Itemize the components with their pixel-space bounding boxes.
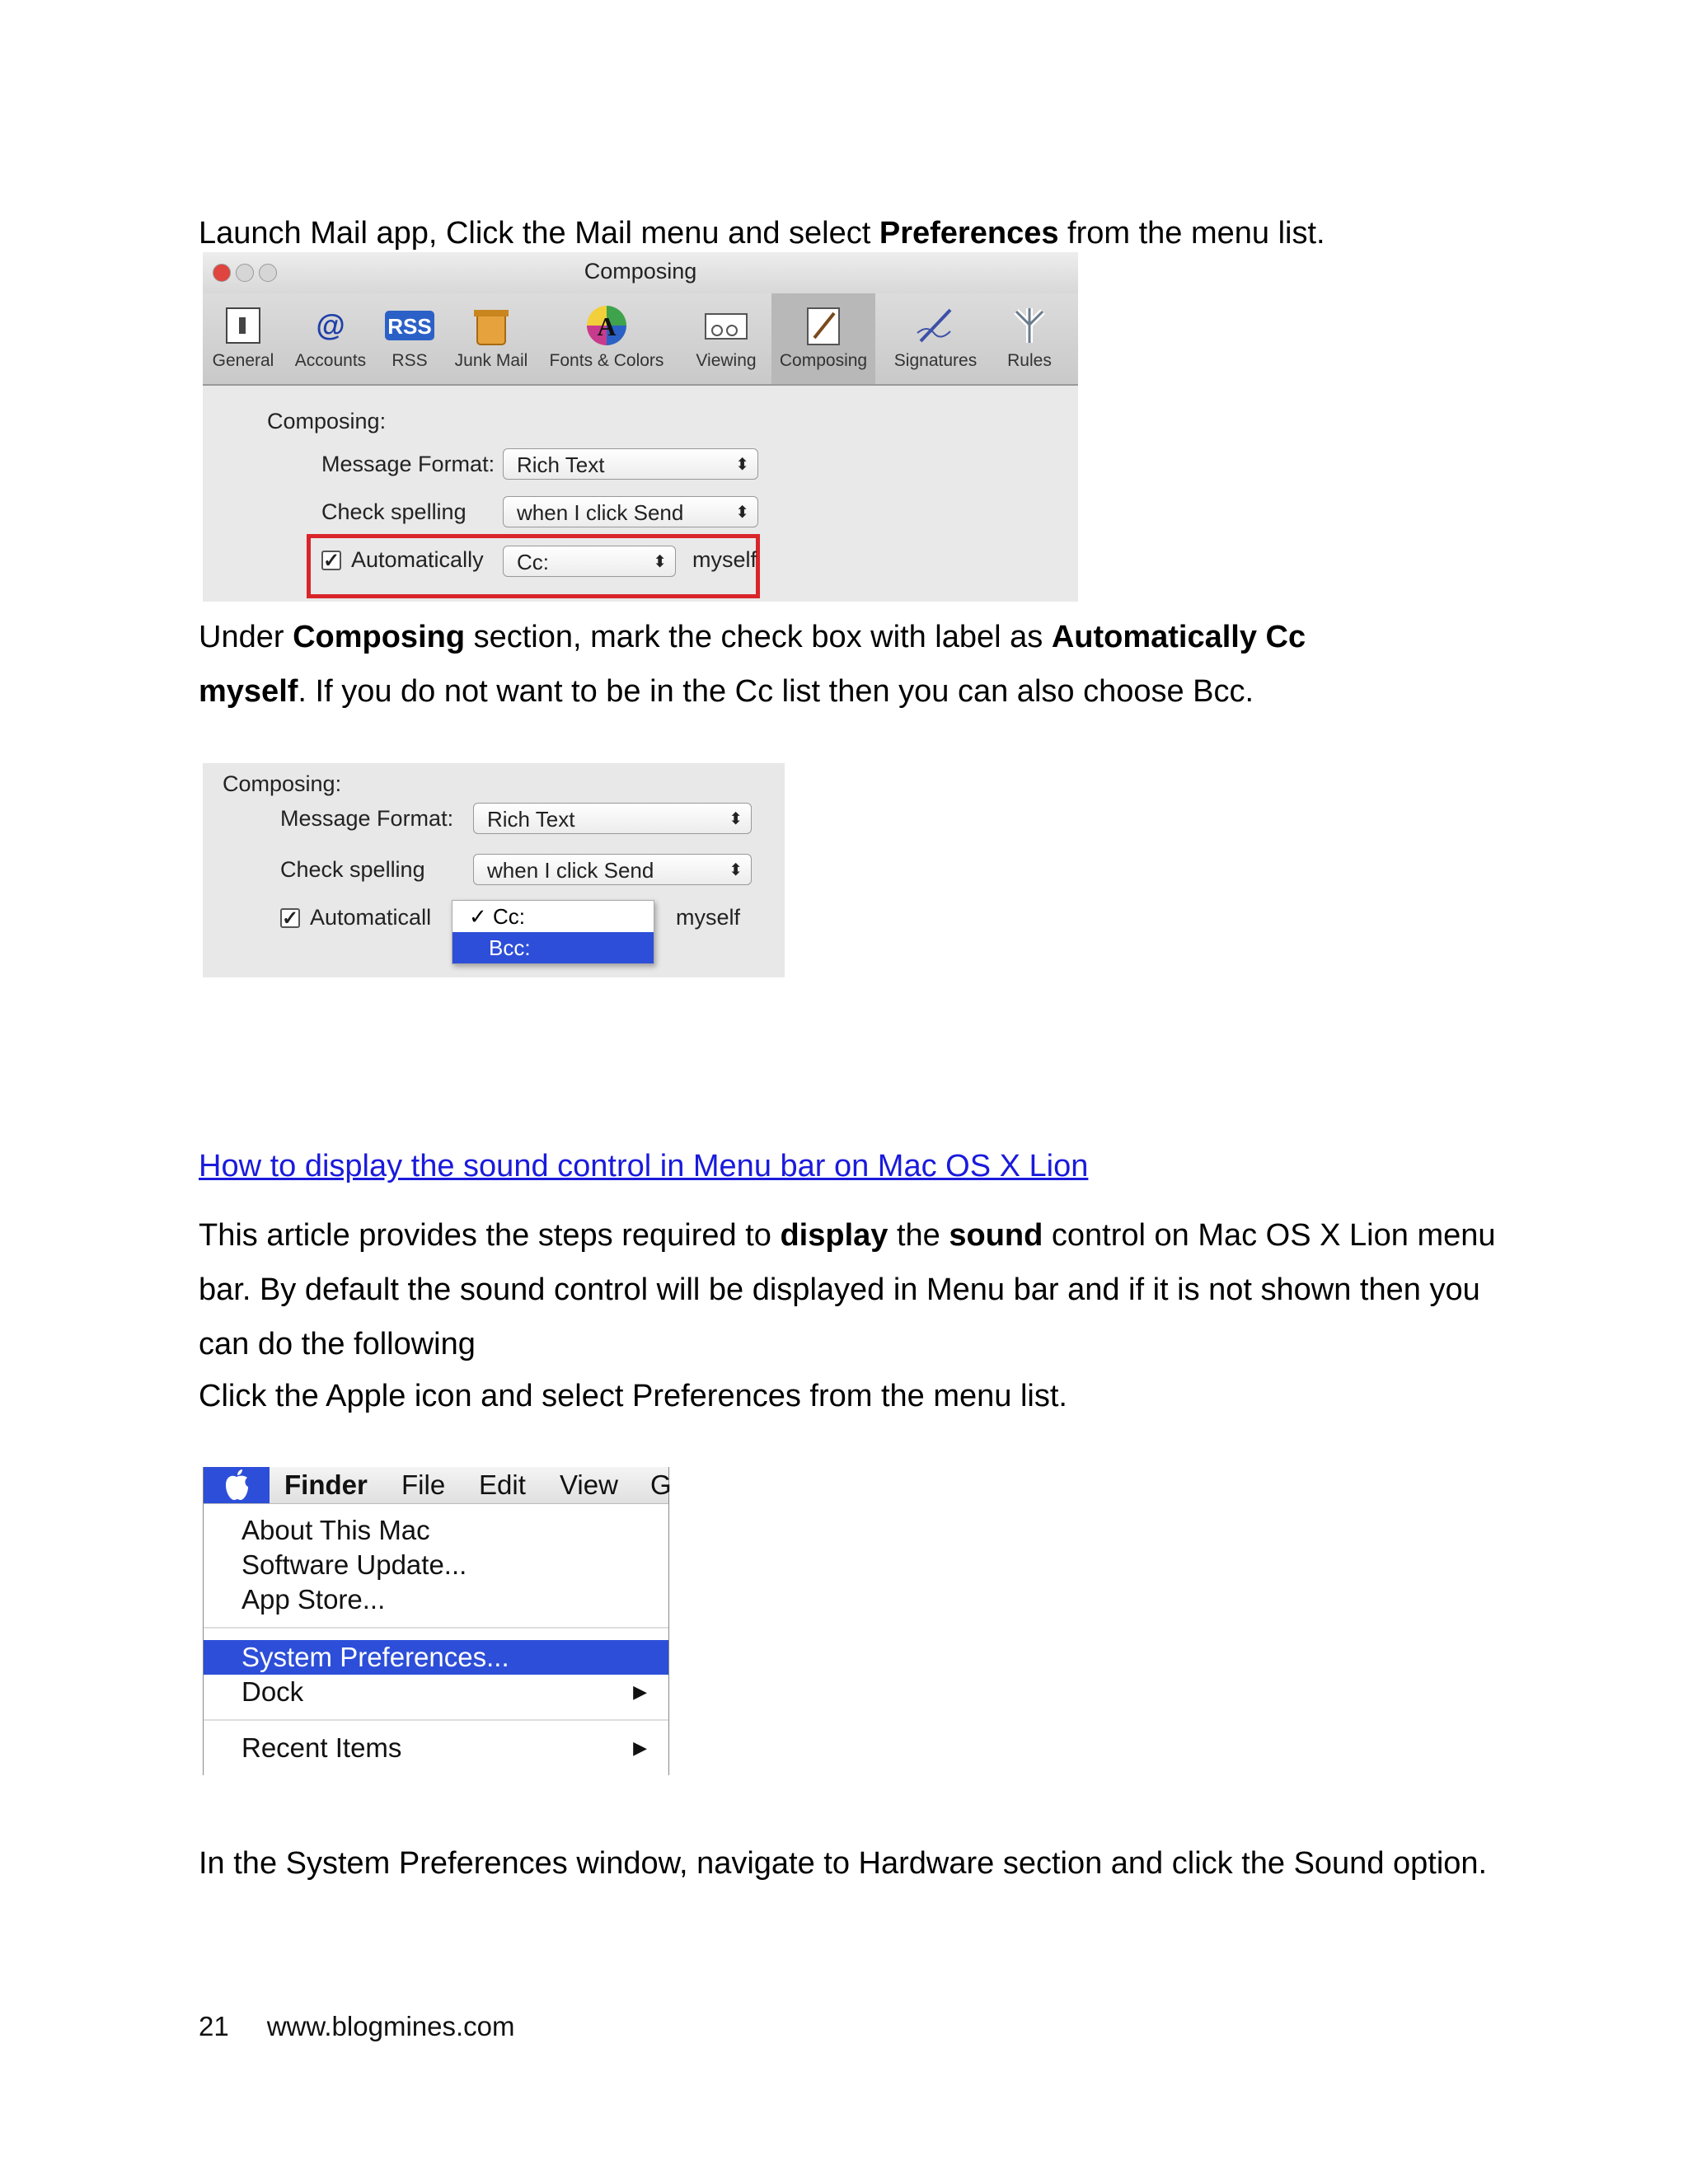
general-icon [221, 303, 265, 348]
message-format-popup[interactable]: Rich Text ⬍ [503, 448, 758, 480]
cc-bcc-dropdown [452, 900, 654, 964]
signatures-icon [913, 303, 958, 348]
svg-text:RSS: RSS [387, 314, 432, 339]
tab-viewing[interactable]: Viewing [689, 293, 763, 384]
fonts-colors-icon [584, 303, 629, 348]
tab-fonts-colors[interactable]: A Fonts & Colors [541, 293, 673, 384]
tab-signatures[interactable]: Signatures [882, 293, 989, 384]
viewing-icon [704, 303, 748, 348]
menu-item-app-store[interactable]: App Store... [241, 1584, 386, 1615]
myself-label: myself [676, 905, 741, 930]
menu-item-dock[interactable]: Dock ▶ [204, 1675, 668, 1709]
apple-icon [223, 1469, 251, 1502]
menu-item-system-preferences[interactable]: System Preferences... [204, 1640, 668, 1675]
menu-separator [204, 1627, 668, 1629]
menu-item-recent-items[interactable]: Recent Items ▶ [204, 1731, 668, 1765]
junk-mail-icon [469, 303, 513, 348]
myself-label: myself [692, 547, 757, 572]
check-spelling-label: Check spelling [321, 499, 467, 524]
apple-menu-button[interactable] [204, 1467, 270, 1503]
menu-item-software-update[interactable]: Software Update... [241, 1549, 467, 1580]
submenu-arrow-icon: ▶ [633, 1737, 647, 1758]
message-format-label: Message Format: [321, 452, 495, 476]
submenu-arrow-icon: ▶ [633, 1681, 647, 1702]
menu-option-cc[interactable]: ✓ Cc: [469, 904, 526, 929]
article-step: Click the Apple icon and select Preferences from the menu list. [199, 1379, 1067, 1413]
cc-bcc-menu-screenshot [203, 763, 785, 977]
menu-view[interactable]: View [560, 1469, 618, 1500]
automatically-checkbox[interactable]: ✓ [323, 550, 340, 572]
tab-rss[interactable]: RSS RSS [381, 293, 438, 384]
tab-composing[interactable]: Composing [771, 293, 875, 384]
updown-icon: ⬍ [735, 456, 749, 474]
cc-popup[interactable]: Cc: ⬍ [503, 546, 676, 577]
step1-text: Launch Mail app, Click the Mail menu and select Preferences from the menu list. [199, 216, 1325, 251]
message-format-label: Message Format: [280, 806, 454, 831]
tab-junk-mail[interactable]: Junk Mail [450, 293, 532, 384]
apple-menu-screenshot [203, 1467, 672, 1775]
tab-general[interactable]: General [206, 293, 280, 384]
window-title: Composing [584, 259, 697, 284]
automatically-label: Automatically [351, 547, 484, 572]
preferences-toolbar [203, 293, 1078, 386]
automatically-label: Automaticall [310, 905, 432, 930]
checkmark-icon: ✓ [469, 904, 487, 929]
page-footer [199, 2011, 515, 2042]
menu-finder[interactable]: Finder [284, 1469, 368, 1500]
title-bar [203, 252, 1078, 293]
rules-icon [1007, 303, 1052, 348]
mail-preferences-screenshot [203, 252, 1078, 602]
svg-text:A: A [597, 312, 617, 341]
composing-icon [801, 303, 846, 348]
rss-icon [387, 303, 432, 348]
article-intro: This article provides the steps required to display the sound control on Mac OS X Lion menu bar. By default the sound control will be displayed in Menu bar and if it is not shown then you can do the following [199, 1218, 1496, 1361]
updown-icon: ⬍ [729, 810, 743, 828]
section-label: Composing: [267, 409, 387, 434]
check-spelling-popup[interactable]: when I click Send ⬍ [503, 496, 758, 527]
section-label: Composing: [223, 771, 342, 796]
menu-edit[interactable]: Edit [479, 1469, 526, 1500]
menu-file[interactable]: File [401, 1469, 446, 1500]
updown-icon: ⬍ [729, 861, 743, 879]
site-url: www.blogmines.com [266, 2011, 515, 2041]
check-spelling-popup[interactable]: when I click Send ⬍ [473, 854, 752, 885]
article-link[interactable]: How to display the sound control in Menu bar on Mac OS X Lion [199, 1149, 1089, 1183]
menu-option-bcc[interactable]: Bcc: [452, 932, 654, 963]
composing-pane [203, 386, 1078, 602]
message-format-popup[interactable]: Rich Text ⬍ [473, 803, 752, 834]
menu-go[interactable]: G [650, 1469, 672, 1500]
tab-accounts[interactable]: @ Accounts [285, 293, 376, 384]
at-icon: @ [316, 308, 345, 342]
page-number: 21 [199, 2011, 229, 2041]
automatically-checkbox[interactable]: ✓ [282, 907, 299, 930]
menu-bar [204, 1467, 672, 1504]
menu-separator [204, 1719, 668, 1721]
menu-item-about[interactable]: About This Mac [241, 1515, 430, 1545]
step3-text: In the System Preferences window, navigate to Hardware section and click the Sound option. [199, 1846, 1488, 1881]
updown-icon: ⬍ [735, 504, 749, 522]
step2-text: Under Composing section, mark the check box with label as Automatically Cc myself. If you do not want to be in the Cc list then you can also choose Bcc. [199, 620, 1306, 709]
updown-icon: ⬍ [653, 553, 667, 571]
tab-rules[interactable]: Rules [994, 293, 1065, 384]
check-spelling-label: Check spelling [280, 857, 425, 882]
